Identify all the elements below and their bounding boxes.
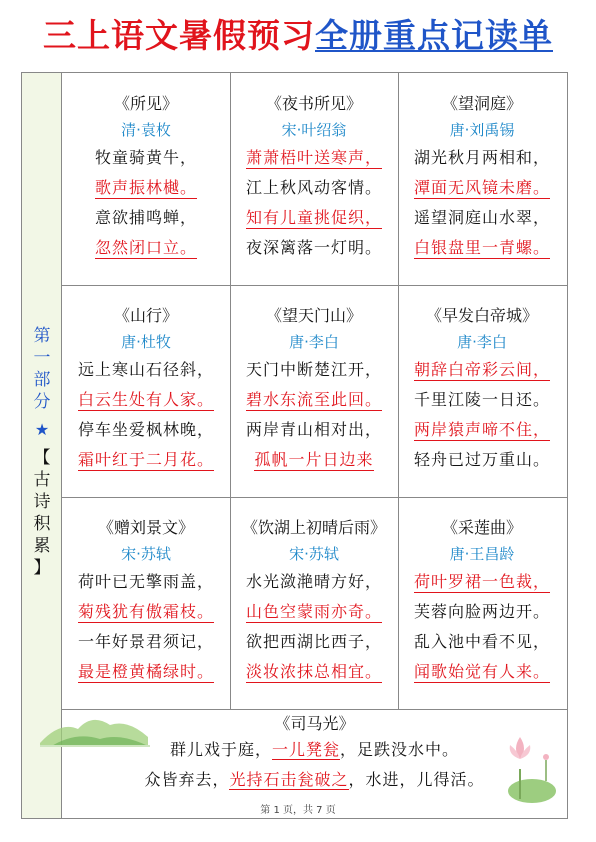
side-char: 古 [33,470,51,490]
poem-line [62,201,230,231]
poem-title: 《饮湖上初晴后雨》 [241,518,386,537]
poem-line-text: 意欲捕鸣蝉， [94,208,197,227]
poem-title: 《赠刘景文》 [97,518,194,537]
side-char: 积 [33,514,51,534]
poem-key-line [62,655,230,685]
poem-line-text: 遥望洞庭山水翠， [413,208,550,227]
poem-cell [230,285,398,473]
poem-title: 《夜书所见》 [265,94,362,113]
poem-line-text: 乱入池中看不见， [413,632,550,651]
poem-line-text: 潭面无风镜未磨。 [413,178,550,197]
poem-line-text: 轻舟已过万重山。 [413,450,550,469]
poem-key-line [398,231,566,261]
poem-key-line [230,201,398,231]
poem-line-text: 芙蓉向脸两边开。 [413,602,550,621]
poem-title: 《所见》 [113,94,178,113]
poem-line [230,231,398,261]
poem-cell [62,73,230,261]
poem-author: 宋·苏轼 [121,545,171,563]
poem-line [62,141,230,171]
poem-key-line [62,231,230,261]
poem-line-text: 白银盘里一青螺。 [413,238,550,257]
poem-cell [230,497,398,685]
poem-line-text: 知有儿童挑促织， [245,208,382,227]
poem-line-text: 两岸青山相对出， [245,420,382,439]
poem-cell [230,73,398,261]
poem-title: 《山行》 [113,306,178,325]
side-char: 分 [33,392,51,412]
poem-line-text: 天门中断楚江开， [245,360,382,379]
title-part2: 全册重点记读单 [315,16,553,55]
side-label [22,325,62,579]
poem-line-text: 霜叶红于二月花。 [77,450,214,469]
poem-author: 唐·刘禹锡 [449,121,515,139]
side-char: 诗 [33,492,51,512]
poem-line-text: 荷叶已无擎雨盖， [77,572,214,591]
poem-line-text: 忽然闭口立。 [94,238,197,257]
poem-key-line [230,595,398,625]
text-segment: 群儿戏于庭， [169,740,272,759]
poem-line-text: 江上秋风动客情。 [245,178,382,197]
poem-line-text: 最是橙黄橘绿时。 [77,662,214,681]
poem-title: 《采莲曲》 [441,518,522,537]
side-char: 】 [33,558,51,578]
poem-key-line [230,383,398,413]
poem-line [398,141,566,171]
poem-line [62,625,230,655]
side-char: 一 [33,348,51,368]
poem-line [398,383,566,413]
text-segment: 众皆弃去， [144,770,230,789]
poem-line-text: 菊残犹有傲霜枝。 [77,602,214,621]
poem-cell [398,497,566,685]
poem-author: 唐·李白 [289,333,339,351]
poem-key-line [62,383,230,413]
poem-title: 《早发白帝城》 [425,306,538,325]
poem-key-line [62,443,230,473]
poem-author: 清·袁枚 [121,121,171,139]
key-phrase: 光持石击瓮破之 [229,770,349,789]
poem-line-text: 湖光秋月两相和， [413,148,550,167]
text-segment: ，水进，儿得活。 [348,770,485,789]
poem-cell [62,285,230,473]
side-char: 第 [33,326,51,346]
poem-line-text: 闻歌始觉有人来。 [413,662,550,681]
poem-author: 唐·王昌龄 [449,545,515,563]
poem-line [230,565,398,595]
poem-line-text: 歌声振林樾。 [94,178,197,197]
poem-cell [62,497,230,685]
poem-author: 宋·叶绍翁 [281,121,347,139]
poem-line-text: 停车坐爱枫林晚， [77,420,214,439]
poem-line-text: 远上寒山石径斜， [77,360,214,379]
poem-key-line [230,655,398,685]
poem-line [230,625,398,655]
poem-line [398,625,566,655]
poem-line [398,201,566,231]
side-char: 累 [33,536,51,556]
poem-line-text: 欲把西湖比西子， [245,632,382,651]
lotus-decoration [498,729,558,809]
poem-line [398,443,566,473]
poem-key-line [230,443,398,473]
text-line [62,735,567,765]
page-footer: 第 1 页，共 7 页 [260,805,336,816]
poem-cell [398,73,566,261]
poem-author: 唐·杜牧 [121,333,171,351]
text-line [62,765,567,795]
key-phrase: 一儿凳瓮 [271,740,340,759]
poem-line-text: 萧萧梧叶送寒声， [245,148,382,167]
poem-key-line [230,141,398,171]
poem-line [62,413,230,443]
poem-line-text: 白云生处有人家。 [77,390,214,409]
poem-line [62,565,230,595]
poem-line [230,413,398,443]
poem-title: 《司马光》 [274,714,355,733]
poem-line [230,353,398,383]
poem-line-text: 千里江陵一日还。 [413,390,550,409]
side-char: 【 [33,448,51,468]
title-part1: 三上语文暑假预习 [43,16,315,55]
poem-line-text: 孤帆一片日边来 [254,450,374,469]
poem-title: 《望洞庭》 [441,94,522,113]
poem-line [398,595,566,625]
side-char: 部 [33,370,51,390]
poem-line [230,171,398,201]
poem-key-line [398,655,566,685]
poem-key-line [398,171,566,201]
poem-key-line [398,565,566,595]
poem-line-text: 山色空蒙雨亦奇。 [245,602,382,621]
poem-cell [398,285,566,473]
poem-author: 宋·苏轼 [289,545,339,563]
poem-line-text: 碧水东流至此回。 [245,390,382,409]
content-frame [21,72,568,819]
poem-line-text: 淡妆浓抹总相宜。 [245,662,382,681]
text-segment: ，足跌没水中。 [340,740,460,759]
poem-line-text: 夜深篱落一灯明。 [245,238,382,257]
poem-key-line [398,413,566,443]
poem-key-line [398,353,566,383]
poem-key-line [62,171,230,201]
poem-key-line [62,595,230,625]
poem-line-text: 荷叶罗裙一色裁， [413,572,550,591]
poem-title: 《望天门山》 [265,306,362,325]
page-title [0,14,596,58]
poem-line [62,353,230,383]
poem-line-text: 两岸猿声啼不住， [413,420,550,439]
poem-line-text: 水光潋滟晴方好， [245,572,382,591]
poem-author: 唐·李白 [457,333,507,351]
poem-line-text: 朝辞白帝彩云间， [413,360,550,379]
poem-line-text: 牧童骑黄牛， [94,148,197,167]
poem-line-text: 一年好景君须记， [77,632,214,651]
star-icon: ★ [34,420,50,439]
